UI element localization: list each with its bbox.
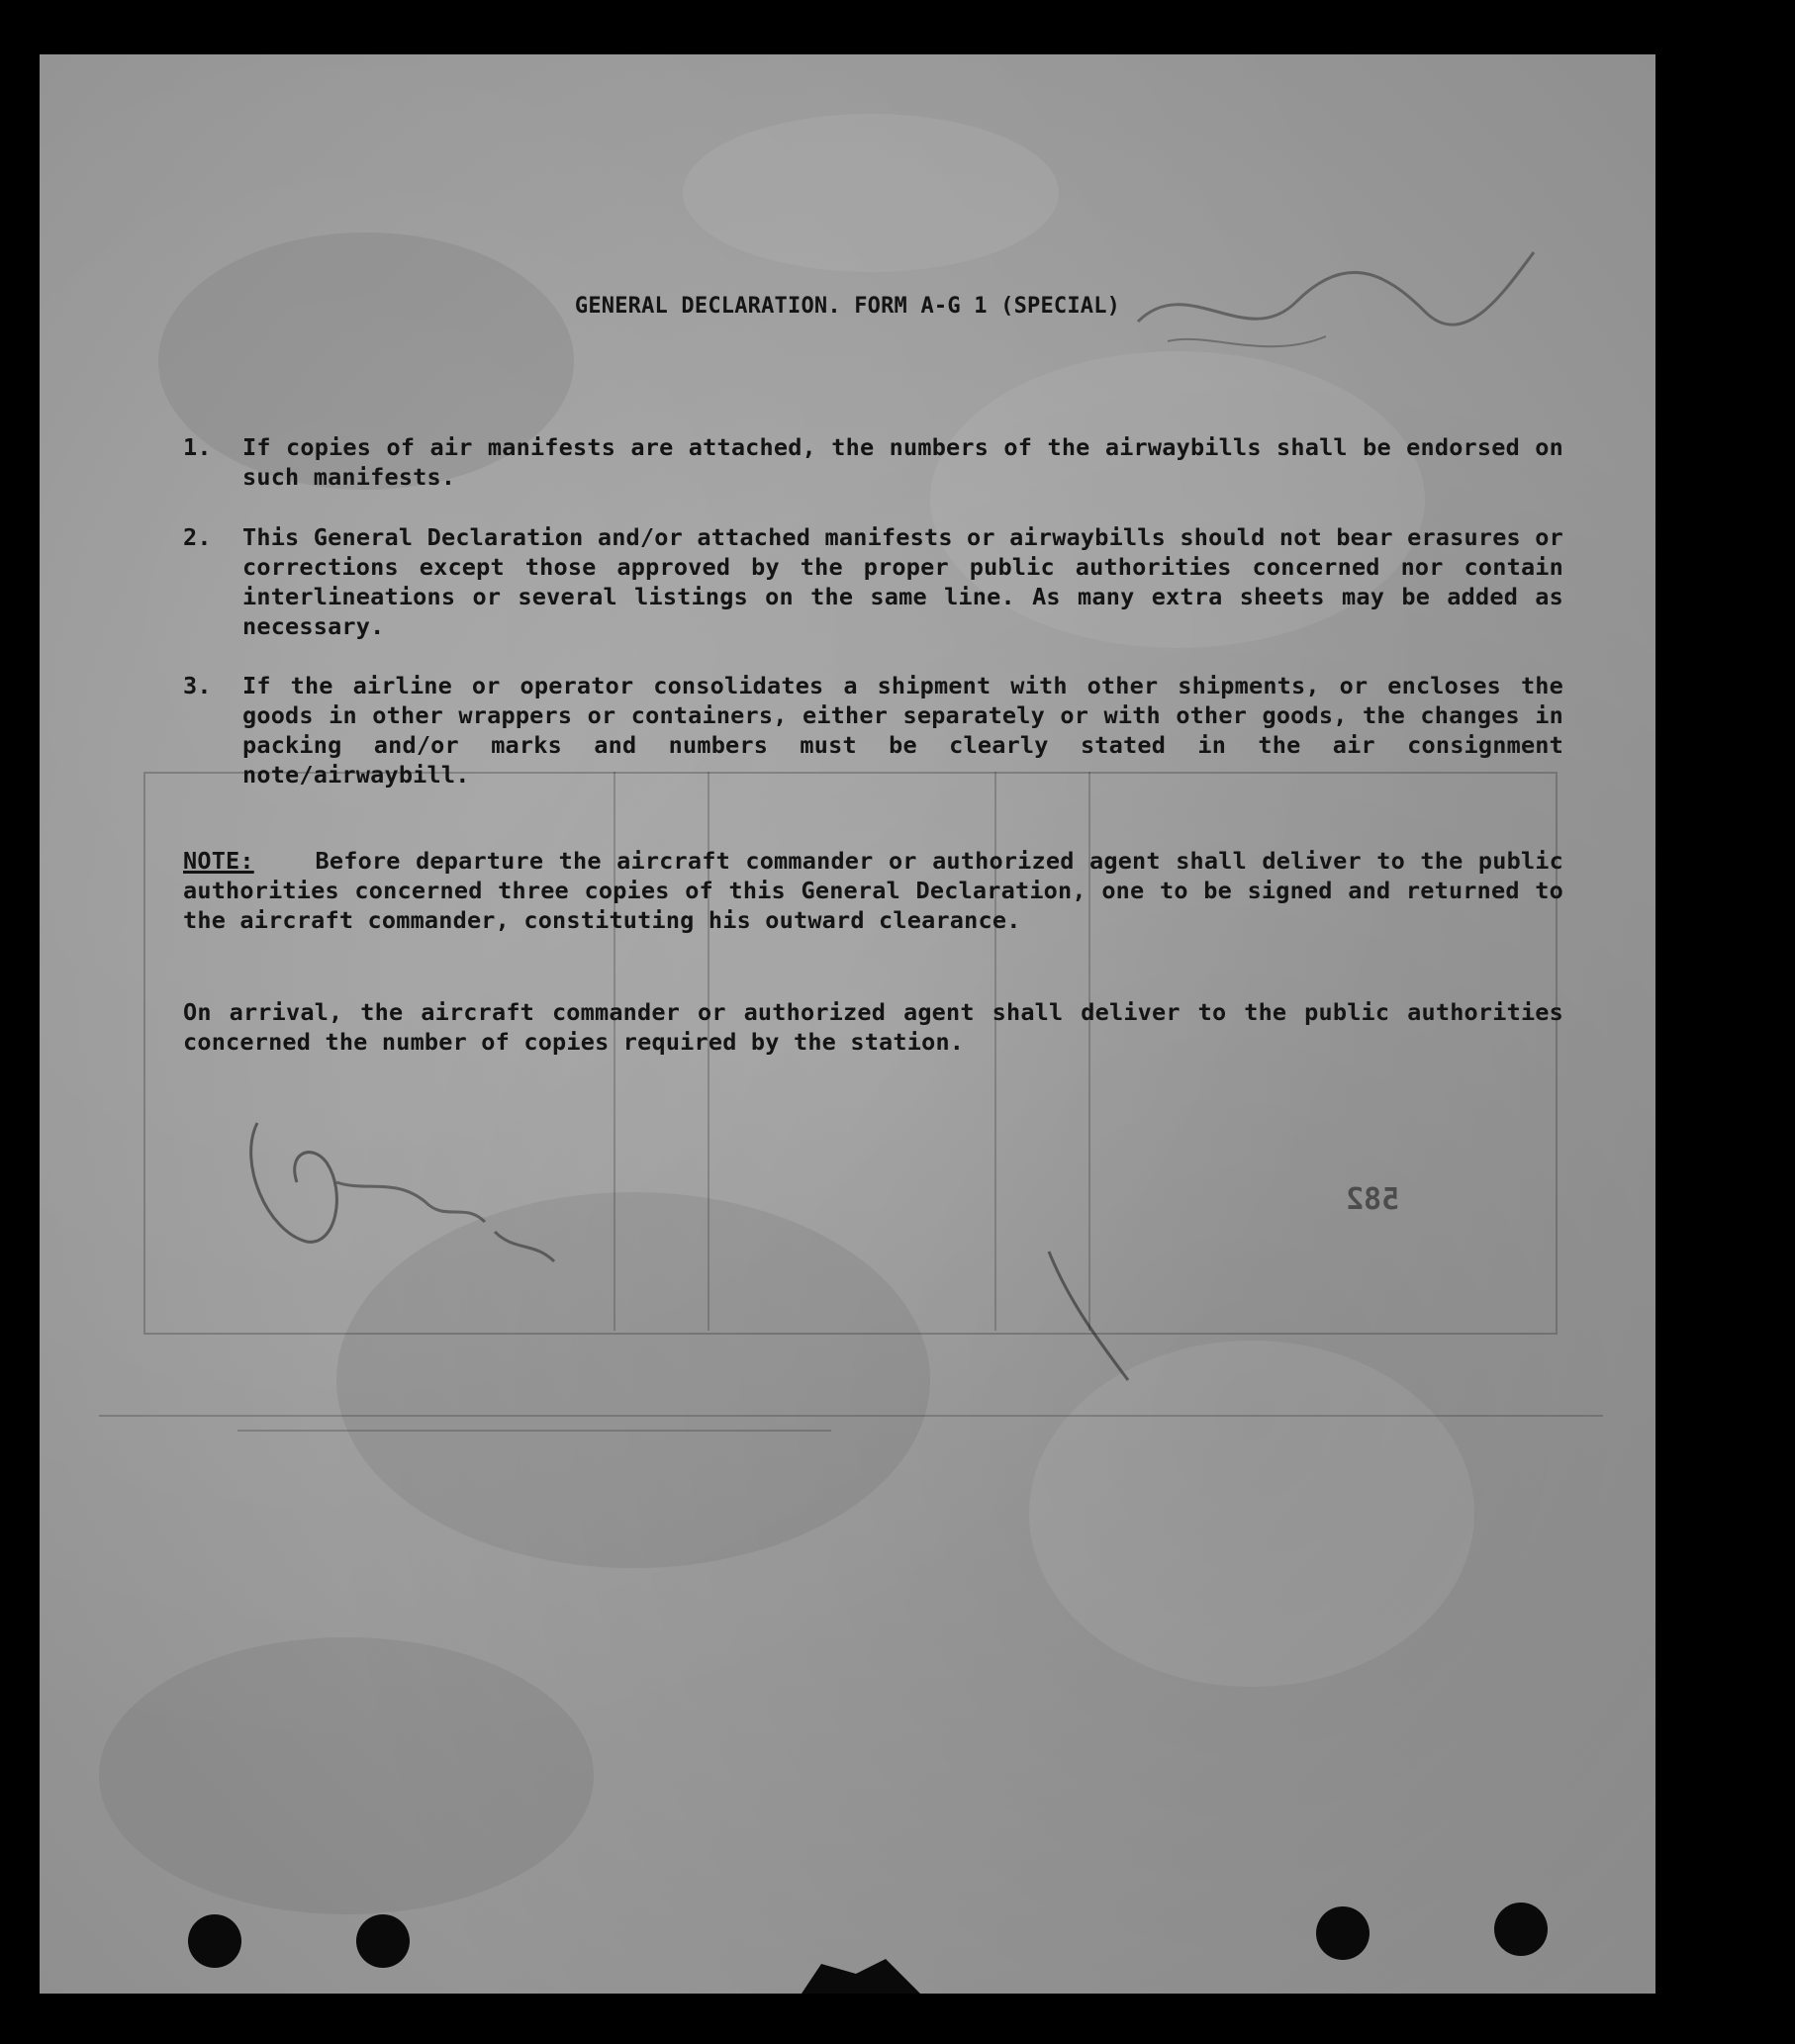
instruction-item-2 [183, 522, 1563, 641]
note-paragraph [183, 846, 1563, 935]
form-title: GENERAL DECLARATION. FORM A-G 1 (SPECIAL) [574, 294, 1121, 319]
paper-texture [1029, 1341, 1474, 1687]
signature-scrawl [228, 1083, 604, 1281]
instruction-item-1 [183, 432, 1563, 492]
bleed-through-rule [237, 1430, 831, 1432]
handwriting-mark [1039, 1242, 1158, 1390]
item-text: If copies of air manifests are attached, the numbers of the airwaybills shall be endorsed on such manifests. [242, 433, 1563, 491]
item-number: 1. [183, 433, 212, 461]
document-page [40, 54, 1655, 1994]
item-text: If the airline or operator consolidates a shipment with other shipments, or encloses the goods in other wrappers or containers, either separately or with other goods, the changes in packing and/or marks and numbers must be clearly stated in the air consignment note/airwaybill. [242, 672, 1563, 789]
instruction-item-3 [183, 671, 1563, 790]
item-text: This General Declaration and/or attached manifests or airwaybills should not bear erasures or corrections except those approved by the proper public authorities concerned nor contain interlineations or several listings on the same line. As many extra sheets may be added as necessary. [242, 523, 1563, 640]
arrival-paragraph: On arrival, the aircraft commander or authorized agent shall deliver to the public authorities concerned the number of copies required by the station. [183, 998, 1563, 1056]
bleed-through-rule [99, 1415, 1603, 1417]
paper-texture [683, 114, 1059, 272]
punch-hole [1316, 1906, 1370, 1960]
note-label: NOTE: [183, 847, 254, 875]
bleed-through-stamp: 582 [1346, 1182, 1400, 1217]
torn-edge [802, 1954, 920, 1994]
item-number: 3. [183, 672, 212, 699]
paper-texture [99, 1637, 594, 1914]
punch-hole [356, 1914, 410, 1968]
punch-hole [1494, 1903, 1548, 1956]
note-text: Before departure the aircraft commander or authorized agent shall deliver to the public authorities concerned three copies of this General Declaration, one to be signed and returned to the aircraft commander, constituting his outward clearance. [183, 847, 1563, 934]
punch-hole [188, 1914, 241, 1968]
item-number: 2. [183, 523, 212, 551]
